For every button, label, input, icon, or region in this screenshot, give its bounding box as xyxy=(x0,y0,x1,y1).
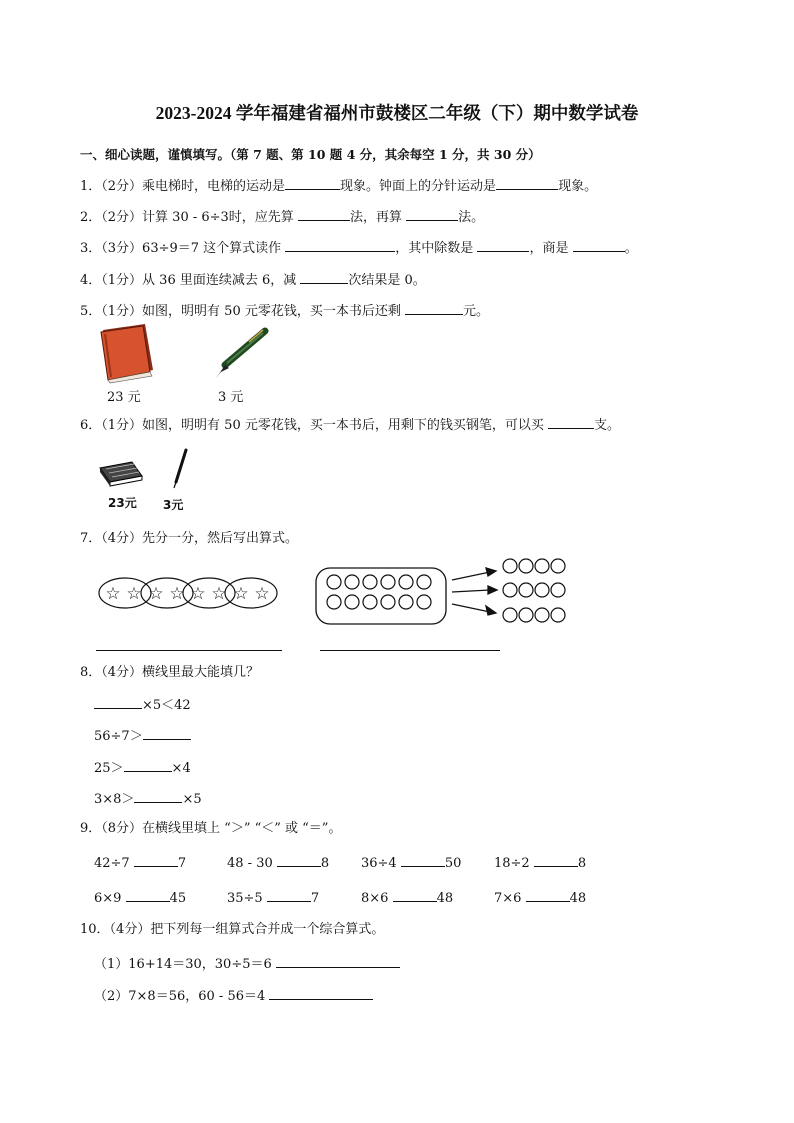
answer-blank[interactable] xyxy=(573,239,625,252)
comparison-item: 36÷4 50 xyxy=(361,856,462,871)
star-icon: ☆ xyxy=(126,584,142,604)
comparison-item: 7×6 48 xyxy=(494,891,587,906)
question-2: 2．（2分）计算 30 - 6÷3时，应先算 法，再算 法。 xyxy=(80,210,485,225)
book-icon xyxy=(93,322,155,384)
answer-blank[interactable] xyxy=(393,889,437,902)
answer-blank[interactable] xyxy=(477,239,529,252)
answer-blank[interactable] xyxy=(405,302,463,315)
answer-blank[interactable] xyxy=(406,208,458,221)
question-5: 5．（1分）如图，明明有 50 元零花钱，买一本书后还剩 元。 xyxy=(80,304,489,319)
q8-row: 25＞ ×4 xyxy=(94,761,191,776)
answer-blank[interactable] xyxy=(267,889,311,902)
question-1: 1．（2分）乘电梯时，电梯的运动是 现象。钟面上的分针运动是 现象。 xyxy=(80,179,598,194)
answer-line[interactable] xyxy=(96,650,282,651)
answer-blank[interactable] xyxy=(496,177,558,190)
answer-blank[interactable] xyxy=(300,271,348,284)
answer-blank[interactable] xyxy=(534,854,578,867)
answer-blank[interactable] xyxy=(269,987,373,1000)
answer-blank[interactable] xyxy=(285,239,395,252)
q10-part-1: （1）16+14＝30，30÷5＝6 xyxy=(94,955,400,973)
comparison-item: 42÷7 7 xyxy=(94,856,187,871)
answer-blank[interactable] xyxy=(298,208,350,221)
question-8: 8．（4分）横线里最大能填几？ xyxy=(80,665,260,680)
pen-price-label: 3元 xyxy=(163,498,184,512)
star-groups-figure xyxy=(98,575,282,611)
answer-blank[interactable] xyxy=(126,889,170,902)
q8-row: ×5＜42 xyxy=(94,696,191,714)
answer-blank[interactable] xyxy=(276,955,400,968)
book-price-label: 23 元 xyxy=(107,390,141,405)
section-heading: 一、细心读题，谨慎填写。（第 7 题、第 10 题 4 分，其余每空 1 分，共 30 分） xyxy=(80,147,541,162)
comparison-item: 6×9 45 xyxy=(94,891,187,906)
star-icon: ☆ xyxy=(148,584,164,604)
answer-blank[interactable] xyxy=(134,790,182,803)
star-icon: ☆ xyxy=(233,584,249,604)
page-title: 2023-2024 学年福建省福州市鼓楼区二年级（下）期中数学试卷 xyxy=(155,103,639,123)
q10-part-2: （2）7×8＝56，60 - 56＝4 xyxy=(94,987,373,1005)
answer-blank[interactable] xyxy=(143,727,191,740)
question-3: 3．（3分）63÷9＝7 这个算式读作 ，其中除数是 ，商是 。 xyxy=(80,241,638,256)
comparison-item: 8×6 48 xyxy=(361,891,454,906)
book-icon xyxy=(96,460,144,486)
answer-blank[interactable] xyxy=(124,759,172,772)
question-9: 9．（8分）在横线里填上 “＞” “＜” 或 “＝”。 xyxy=(80,821,342,836)
answer-line[interactable] xyxy=(320,650,500,651)
answer-blank[interactable] xyxy=(401,854,445,867)
q8-row: 3×8＞ ×5 xyxy=(94,792,202,807)
star-icon: ☆ xyxy=(169,584,185,604)
q8-row: 56÷7＞ xyxy=(94,727,191,745)
answer-blank[interactable] xyxy=(94,696,142,709)
star-icon: ☆ xyxy=(190,584,206,604)
star-icon: ☆ xyxy=(211,584,227,604)
question-7: 7．（4分）先分一分，然后写出算式。 xyxy=(80,531,299,546)
star-icon: ☆ xyxy=(254,584,270,604)
question-6: 6．（1分）如图，明明有 50 元零花钱，买一本书后，用剩下的钱买钢笔，可以买 支。 xyxy=(80,418,620,433)
answer-blank[interactable] xyxy=(548,416,594,429)
circle-grouping-figure xyxy=(314,566,566,628)
answer-blank[interactable] xyxy=(277,854,321,867)
fountain-pen-icon xyxy=(205,327,273,383)
pen-price-label: 3 元 xyxy=(218,390,244,405)
answer-blank[interactable] xyxy=(526,889,570,902)
question-10: 10．（4分）把下列每一组算式合并成一个综合算式。 xyxy=(80,922,385,937)
question-4: 4．（1分）从 36 里面连续减去 6，减 次结果是 0。 xyxy=(80,273,426,288)
comparison-item: 35÷5 7 xyxy=(227,891,320,906)
comparison-item: 48 - 30 8 xyxy=(227,856,330,871)
answer-blank[interactable] xyxy=(134,854,178,867)
answer-blank[interactable] xyxy=(285,177,340,190)
star-icon: ☆ xyxy=(105,584,121,604)
pen-icon xyxy=(170,448,190,490)
comparison-item: 18÷2 8 xyxy=(494,856,587,871)
book-price-label: 23元 xyxy=(108,496,137,510)
